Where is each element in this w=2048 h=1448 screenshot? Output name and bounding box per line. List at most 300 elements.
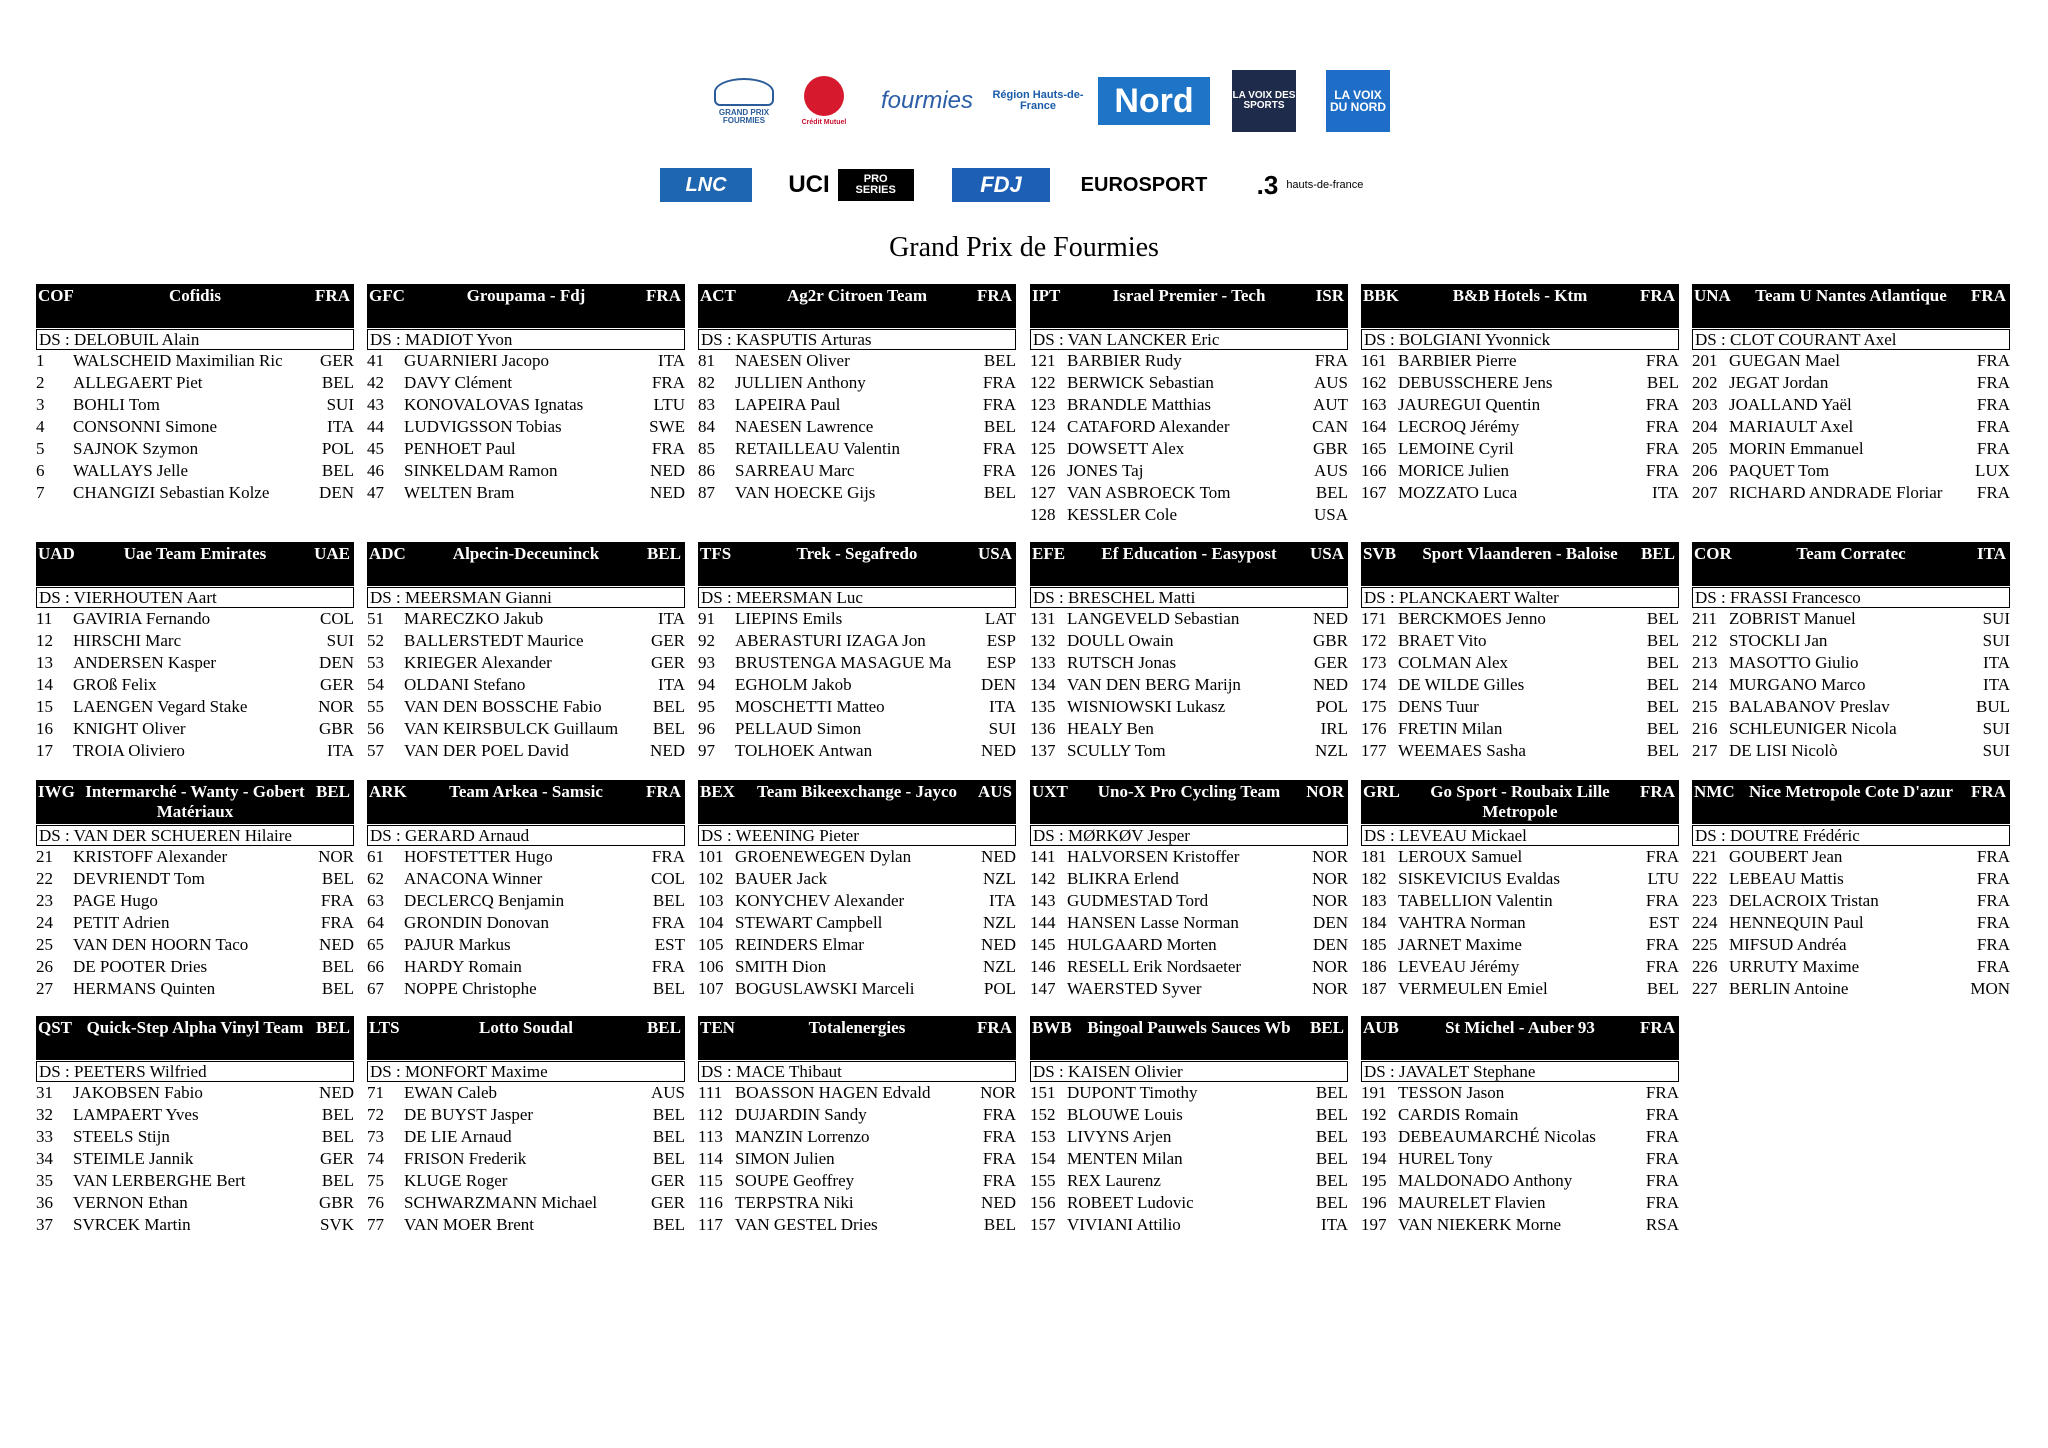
rider-row (367, 1148, 685, 1170)
rider-row (36, 652, 354, 674)
rider-name: LIEPINS Emils (735, 609, 843, 628)
rider-nationality: DEN (1313, 935, 1348, 954)
rider-name: BRANDLE Matthias (1067, 395, 1212, 414)
rider-nationality: RSA (1645, 1215, 1679, 1234)
rider-nationality: BEL (321, 1127, 354, 1146)
rider-nationality: LUX (1975, 461, 2010, 480)
rider-number: 154 (1030, 1149, 1056, 1168)
rider-row (1030, 1126, 1348, 1148)
rider-number: 147 (1030, 979, 1056, 998)
rider-name: HALVORSEN Kristoffer (1067, 847, 1240, 866)
rider-nationality: BEL (1315, 1171, 1348, 1190)
rider-number: 163 (1361, 395, 1387, 414)
rider-number: 61 (367, 847, 384, 866)
rider-name: LAMPAERT Yves (73, 1105, 199, 1124)
rider-name: RUTSCH Jonas (1067, 653, 1177, 672)
team-header (36, 284, 354, 328)
rider-row (1030, 438, 1348, 460)
rider-row (1030, 482, 1348, 504)
rider-name: SARREAU Marc (735, 461, 855, 480)
rider-row (698, 978, 1016, 1000)
rider-name: TOLHOEK Antwan (735, 741, 873, 760)
rider-number: 86 (698, 461, 715, 480)
rider-row (1361, 1104, 1679, 1126)
rider-name: BRUSTENGA MASAGUE Ma (735, 653, 952, 672)
rider-nationality: FRA (1976, 483, 2010, 502)
team-director: DS : VIERHOUTEN Aart (36, 587, 354, 608)
fdj-logo (952, 168, 1050, 202)
rider-row (367, 674, 685, 696)
rider-name: HERMANS Quinten (73, 979, 216, 998)
rider-number: 192 (1361, 1105, 1387, 1124)
rider-name: LECROQ Jérémy (1398, 417, 1520, 436)
rider-nationality: NOR (1312, 891, 1348, 910)
rider-row (367, 416, 685, 438)
rider-name: GUARNIERI Jacopo (404, 351, 549, 370)
rider-name: VERNON Ethan (73, 1193, 188, 1212)
rider-row (367, 912, 685, 934)
rider-row (1030, 504, 1348, 526)
rider-nationality: NOR (980, 1083, 1016, 1102)
rider-name: HARDY Romain (404, 957, 522, 976)
rider-name: MOZZATO Luca (1398, 483, 1518, 502)
rider-name: EGHOLM Jakob (735, 675, 852, 694)
rider-row (1361, 1170, 1679, 1192)
rider-nationality: FRA (1976, 913, 2010, 932)
rider-row (1361, 912, 1679, 934)
rider-row (1692, 846, 2010, 868)
rider-name: STEIMLE Jannik (73, 1149, 194, 1168)
rider-row (36, 696, 354, 718)
team-block (1030, 1016, 1348, 1236)
rider-row (1030, 890, 1348, 912)
rider-row (36, 868, 354, 890)
la-voix-des-sports-logo-text: LA VOIX DES SPORTS (1232, 90, 1296, 111)
rider-name: CONSONNI Simone (73, 417, 218, 436)
rider-nationality: FRA (982, 1149, 1016, 1168)
team-nationality: UAE (314, 544, 350, 563)
team-name: Trek - Segafredo (796, 544, 918, 563)
rider-nationality: AUS (1313, 461, 1348, 480)
rider-row (367, 1082, 685, 1104)
rider-number: 215 (1692, 697, 1718, 716)
rider-row (1692, 740, 2010, 762)
rider-row (1361, 1126, 1679, 1148)
rider-nationality: FRA (1976, 395, 2010, 414)
rider-row (367, 696, 685, 718)
rider-name: PETIT Adrien (73, 913, 170, 932)
rider-row (36, 978, 354, 1000)
rider-number: 212 (1692, 631, 1718, 650)
rider-name: BERLIN Antoine (1729, 979, 1849, 998)
rider-row (1030, 1192, 1348, 1214)
rider-row (36, 1170, 354, 1192)
team-header (367, 284, 685, 328)
rider-nationality: FRA (1976, 417, 2010, 436)
rider-name: STEELS Stijn (73, 1127, 170, 1146)
rider-name: MIFSUD Andréa (1729, 935, 1847, 954)
team-block (1361, 284, 1679, 504)
nord-logo (1098, 77, 1210, 125)
rider-number: 106 (698, 957, 724, 976)
rider-number: 207 (1692, 483, 1718, 502)
rider-nationality: POL (321, 439, 354, 458)
rider-row (1030, 674, 1348, 696)
rider-nationality: BEL (652, 697, 685, 716)
rider-number: 121 (1030, 351, 1056, 370)
rider-name: TABELLION Valentin (1398, 891, 1553, 910)
rider-number: 82 (698, 373, 715, 392)
rider-number: 227 (1692, 979, 1718, 998)
rider-row (367, 460, 685, 482)
rider-nationality: BEL (652, 1215, 685, 1234)
rider-name: BARBIER Rudy (1067, 351, 1182, 370)
rider-number: 65 (367, 935, 384, 954)
team-director: DS : MACE Thibaut (698, 1061, 1016, 1082)
rider-number: 102 (698, 869, 724, 888)
rider-name: MANZIN Lorrenzo (735, 1127, 870, 1146)
rider-number: 73 (367, 1127, 384, 1146)
rider-row (698, 350, 1016, 372)
credit-mutuel-emblem-icon (804, 76, 844, 116)
rider-nationality: EST (654, 935, 685, 954)
rider-row (36, 1192, 354, 1214)
rider-nationality: SUI (1982, 741, 2010, 760)
rider-name: VAN ASBROECK Tom (1067, 483, 1231, 502)
rider-name: JONES Taj (1067, 461, 1144, 480)
rider-row (36, 372, 354, 394)
team-nationality: BEL (1640, 544, 1675, 563)
team-director: DS : MEERSMAN Luc (698, 587, 1016, 608)
team-header (1692, 542, 2010, 586)
rider-name: DAVY Clément (404, 373, 513, 392)
rider-name: VAN GESTEL Dries (735, 1215, 878, 1234)
rider-name: JAKOBSEN Fabio (73, 1083, 203, 1102)
rider-row (1692, 912, 2010, 934)
team-header (1361, 284, 1679, 328)
rider-row (1692, 350, 2010, 372)
team-header (1692, 284, 2010, 328)
rider-nationality: BEL (321, 957, 354, 976)
rider-row (36, 394, 354, 416)
rider-nationality: FRA (1976, 957, 2010, 976)
rider-row (698, 394, 1016, 416)
rider-name: VAN DEN BOSSCHE Fabio (404, 697, 602, 716)
team-block (1692, 542, 2010, 762)
rider-number: 1 (36, 351, 45, 370)
rider-nationality: CAN (1312, 417, 1348, 436)
rider-number: 101 (698, 847, 724, 866)
team-code: COF (38, 286, 74, 305)
rider-name: GROENEWEGEN Dylan (735, 847, 912, 866)
rider-number: 144 (1030, 913, 1056, 932)
rider-number: 184 (1361, 913, 1387, 932)
rider-row (1692, 890, 2010, 912)
rider-number: 34 (36, 1149, 53, 1168)
rider-number: 128 (1030, 505, 1056, 524)
rider-name: BERWICK Sebastian (1067, 373, 1214, 392)
rider-nationality: NOR (1312, 847, 1348, 866)
rider-number: 84 (698, 417, 715, 436)
rider-name: DENS Tuur (1398, 697, 1479, 716)
rider-name: BAUER Jack (735, 869, 828, 888)
rider-nationality: AUT (1313, 395, 1348, 414)
rider-name: FRISON Frederik (404, 1149, 527, 1168)
rider-name: MAURELET Flavien (1398, 1193, 1546, 1212)
rider-nationality: FRA (651, 439, 685, 458)
rider-row (36, 416, 354, 438)
rider-name: KRISTOFF Alexander (73, 847, 228, 866)
rider-nationality: BEL (321, 373, 354, 392)
rider-nationality: FRA (1976, 373, 2010, 392)
rider-nationality: NZL (982, 869, 1016, 888)
rider-nationality: FRA (1976, 891, 2010, 910)
rider-nationality: LAT (984, 609, 1016, 628)
team-name: Nice Metropole Cote D'azur (1748, 782, 1954, 801)
team-name: Go Sport - Roubaix Lille Metropole (1430, 782, 1610, 821)
rider-row (36, 956, 354, 978)
rider-name: HENNEQUIN Paul (1729, 913, 1864, 932)
rider-row (1692, 956, 2010, 978)
rider-row (1030, 868, 1348, 890)
rider-row (698, 1126, 1016, 1148)
rider-number: 151 (1030, 1083, 1056, 1102)
team-block (367, 1016, 685, 1236)
team-nationality: FRA (1640, 286, 1675, 305)
rider-row (1030, 394, 1348, 416)
rider-row (36, 934, 354, 956)
rider-name: WELTEN Bram (404, 483, 515, 502)
rider-number: 22 (36, 869, 53, 888)
rider-row (1692, 438, 2010, 460)
team-nationality: BEL (646, 544, 681, 563)
rider-number: 24 (36, 913, 53, 932)
rider-nationality: GER (320, 1149, 354, 1168)
page-title: Grand Prix de Fourmies (889, 232, 1159, 263)
rider-number: 143 (1030, 891, 1056, 910)
rider-nationality: BEL (321, 979, 354, 998)
rider-name: BOHLI Tom (73, 395, 160, 414)
rider-row (1361, 696, 1679, 718)
rider-number: 21 (36, 847, 53, 866)
team-nationality: FRA (646, 782, 681, 801)
team-name: Israel Premier - Tech (1112, 286, 1266, 305)
rider-number: 37 (36, 1215, 53, 1234)
rider-row (36, 740, 354, 762)
rider-row (36, 1214, 354, 1236)
rider-name: MARECZKO Jakub (404, 609, 544, 628)
rider-number: 36 (36, 1193, 53, 1212)
team-code: UAD (38, 544, 75, 563)
rider-row (367, 846, 685, 868)
team-director: DS : DELOBUIL Alain (36, 329, 354, 350)
team-director: DS : WEENING Pieter (698, 825, 1016, 846)
rider-name: GROß Felix (73, 675, 157, 694)
rider-nationality: BUL (1976, 697, 2010, 716)
rider-nationality: FRA (1314, 351, 1348, 370)
rider-nationality: SUI (988, 719, 1016, 738)
rider-row (1692, 372, 2010, 394)
rider-name: GUEGAN Mael (1729, 351, 1840, 370)
team-code: IPT (1032, 286, 1061, 305)
team-nationality: FRA (1640, 1018, 1675, 1037)
rider-name: HUREL Tony (1398, 1149, 1493, 1168)
rider-name: TESSON Jason (1398, 1083, 1505, 1102)
rider-name: SCULLY Tom (1067, 741, 1166, 760)
rider-number: 31 (36, 1083, 53, 1102)
rider-name: MALDONADO Anthony (1398, 1171, 1573, 1190)
rider-nationality: ITA (1983, 675, 2010, 694)
team-nationality: BEL (315, 782, 350, 801)
uci-proseries-logo-subtext: PRO SERIES (838, 169, 914, 201)
rider-nationality: FRA (1645, 1149, 1679, 1168)
rider-number: 156 (1030, 1193, 1056, 1212)
rider-nationality: SUI (1982, 609, 2010, 628)
rider-row (1361, 1192, 1679, 1214)
team-code: BWB (1032, 1018, 1072, 1037)
rider-number: 105 (698, 935, 724, 954)
rider-row (1030, 912, 1348, 934)
rider-row (698, 890, 1016, 912)
france3-logo (1230, 163, 1390, 207)
rider-nationality: NOR (1312, 869, 1348, 888)
rider-name: ROBEET Ludovic (1067, 1193, 1194, 1212)
rider-row (36, 890, 354, 912)
team-header (1361, 542, 1679, 586)
rider-number: 142 (1030, 869, 1056, 888)
rider-number: 2 (36, 373, 45, 392)
team-director: DS : KASPUTIS Arturas (698, 329, 1016, 350)
rider-number: 16 (36, 719, 53, 738)
rider-row (367, 1192, 685, 1214)
rider-row (367, 868, 685, 890)
uci-proseries-logo (772, 169, 930, 201)
rider-row (1361, 1214, 1679, 1236)
rider-nationality: FRA (1976, 351, 2010, 370)
rider-name: TROIA Oliviero (73, 741, 185, 760)
rider-number: 72 (367, 1105, 384, 1124)
rider-number: 12 (36, 631, 53, 650)
rider-number: 4 (36, 417, 45, 436)
team-name: Cofidis (169, 286, 221, 305)
rider-number: 174 (1361, 675, 1387, 694)
rider-name: PAQUET Tom (1729, 461, 1830, 480)
rider-name: TERPSTRA Niki (735, 1193, 854, 1212)
rider-number: 43 (367, 395, 384, 414)
rider-number: 186 (1361, 957, 1387, 976)
rider-number: 54 (367, 675, 384, 694)
rider-nationality: NZL (982, 913, 1016, 932)
gp-fourmies-emblem-icon (714, 78, 774, 106)
rider-number: 124 (1030, 417, 1056, 436)
rider-number: 85 (698, 439, 715, 458)
rider-name: SCHWARZMANN Michael (404, 1193, 598, 1212)
rider-row (698, 438, 1016, 460)
rider-nationality: FRA (1645, 1171, 1679, 1190)
rider-name: SVRCEK Martin (73, 1215, 191, 1234)
rider-name: MARIAULT Axel (1729, 417, 1854, 436)
rider-row (367, 372, 685, 394)
team-director: DS : MADIOT Yvon (367, 329, 685, 350)
rider-row (1361, 934, 1679, 956)
rider-number: 77 (367, 1215, 384, 1234)
rider-name: BARBIER Pierre (1398, 351, 1517, 370)
rider-nationality: BEL (1646, 653, 1679, 672)
rider-number: 122 (1030, 373, 1056, 392)
rider-nationality: BEL (1646, 675, 1679, 694)
rider-row (1361, 652, 1679, 674)
rider-name: VAN KEIRSBULCK Guillaum (404, 719, 619, 738)
rider-nationality: BEL (652, 1105, 685, 1124)
rider-name: JOALLAND Yaël (1729, 395, 1852, 414)
rider-number: 26 (36, 957, 53, 976)
rider-nationality: COL (320, 609, 354, 628)
rider-row (1692, 868, 2010, 890)
team-nationality: FRA (1640, 782, 1675, 801)
rider-nationality: BEL (652, 1149, 685, 1168)
rider-name: SINKELDAM Ramon (404, 461, 558, 480)
rider-nationality: NED (319, 1083, 354, 1102)
team-nationality: AUS (977, 782, 1012, 801)
rider-name: VAN NIEKERK Morne (1398, 1215, 1562, 1234)
rider-nationality: ESP (986, 631, 1016, 650)
la-voix-du-nord-logo-text: LA VOIX DU NORD (1330, 88, 1386, 114)
rider-number: 123 (1030, 395, 1056, 414)
rider-row (1692, 696, 2010, 718)
rider-number: 53 (367, 653, 384, 672)
rider-number: 17 (36, 741, 53, 760)
rider-nationality: BEL (652, 891, 685, 910)
rider-nationality: NED (981, 741, 1016, 760)
rider-name: WALLAYS Jelle (73, 461, 189, 480)
rider-name: RICHARD ANDRADE Floriar (1729, 483, 1943, 502)
rider-name: HANSEN Lasse Norman (1067, 913, 1239, 932)
rider-number: 115 (698, 1171, 723, 1190)
rider-row (36, 608, 354, 630)
rider-nationality: FRA (651, 847, 685, 866)
rider-row (698, 630, 1016, 652)
rider-number: 127 (1030, 483, 1056, 502)
rider-number: 176 (1361, 719, 1387, 738)
rider-name: BLOUWE Louis (1067, 1105, 1183, 1124)
rider-nationality: ITA (658, 675, 685, 694)
rider-nationality: NED (981, 1193, 1016, 1212)
rider-number: 27 (36, 979, 53, 998)
rider-number: 185 (1361, 935, 1387, 954)
rider-number: 63 (367, 891, 384, 910)
rider-number: 161 (1361, 351, 1387, 370)
rider-row (367, 1170, 685, 1192)
team-code: UXT (1032, 782, 1068, 801)
team-header (36, 780, 354, 824)
rider-name: KNIGHT Oliver (73, 719, 186, 738)
rider-number: 202 (1692, 373, 1718, 392)
rider-row (698, 740, 1016, 762)
rider-row (36, 674, 354, 696)
rider-nationality: ITA (989, 891, 1016, 910)
rider-number: 25 (36, 935, 53, 954)
rider-nationality: GER (651, 653, 685, 672)
rider-number: 131 (1030, 609, 1056, 628)
team-header (698, 1016, 1016, 1060)
rider-number: 32 (36, 1105, 53, 1124)
rider-row (367, 652, 685, 674)
rider-row (1361, 630, 1679, 652)
rider-nationality: BEL (1315, 1149, 1348, 1168)
rider-number: 181 (1361, 847, 1387, 866)
rider-number: 173 (1361, 653, 1387, 672)
rider-nationality: BEL (1646, 741, 1679, 760)
